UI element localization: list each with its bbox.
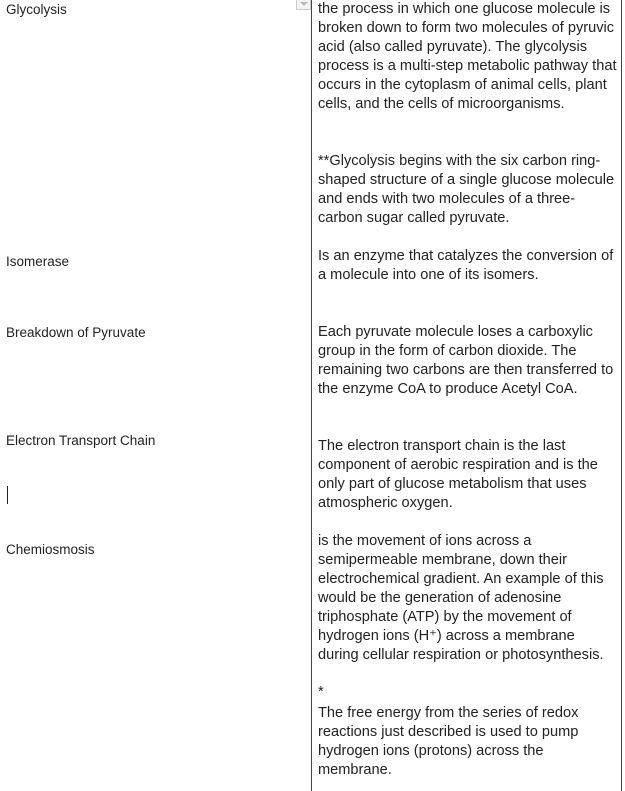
definition-glycolysis[interactable]: the process in which one glucose molecule is broken down to form two molecules of pyruvic acid (also called pyruvate). The glycolysis process is a multi-step metabolic pathway that occurs in the cytoplasm of animal cells, plant cells, and the cells of microorganisms. [318, 1, 617, 112]
text-cursor [7, 486, 8, 504]
term-chemiosmosis[interactable]: Chemiosmosis [6, 542, 95, 557]
term-glycolysis[interactable]: Glycolysis [6, 2, 67, 17]
dropdown-arrow-icon[interactable] [296, 0, 311, 10]
term-breakdown-of-pyruvate[interactable]: Breakdown of Pyruvate [6, 325, 146, 340]
definition-chemiosmosis-note[interactable]: The free energy from the series of redox reactions just described is used to pump hydrogen ions (protons) across the membrane. [318, 705, 579, 778]
definition-isomerase[interactable]: Is an enzyme that catalyzes the conversion of a molecule into one of its isomers. [318, 248, 614, 283]
definition-glycolysis-note[interactable]: **Glycolysis begins with the six carbon ring-shaped structure of a single glucose molecule and ends with two molecules of a three-carbon sugar called pyruvate. [318, 153, 615, 226]
definition-electron-transport-chain[interactable]: The electron transport chain is the last component of aerobic respiration and is the only part of glucose metabolism that uses atmospheric oxygen. [318, 438, 598, 511]
definition-chemiosmosis-asterisk[interactable]: * [318, 684, 324, 700]
term-isomerase[interactable]: Isomerase [6, 254, 70, 269]
definition-chemiosmosis[interactable]: is the movement of ions across a semipermeable membrane, down their electrochemical gradient. An example of this would be the generation of adenosine triphosphate (ATP) by the movement of hydrogen ions (H⁺) across a membrane during cellular respiration or photosynthesis. [318, 533, 604, 663]
definition-breakdown-of-pyruvate[interactable]: Each pyruvate molecule loses a carboxylic group in the form of carbon dioxide. The remaining two carbons are then transferred to the enzyme CoA to produce Acetyl CoA. [318, 324, 614, 397]
term-electron-transport-chain[interactable]: Electron Transport Chain [6, 433, 156, 448]
